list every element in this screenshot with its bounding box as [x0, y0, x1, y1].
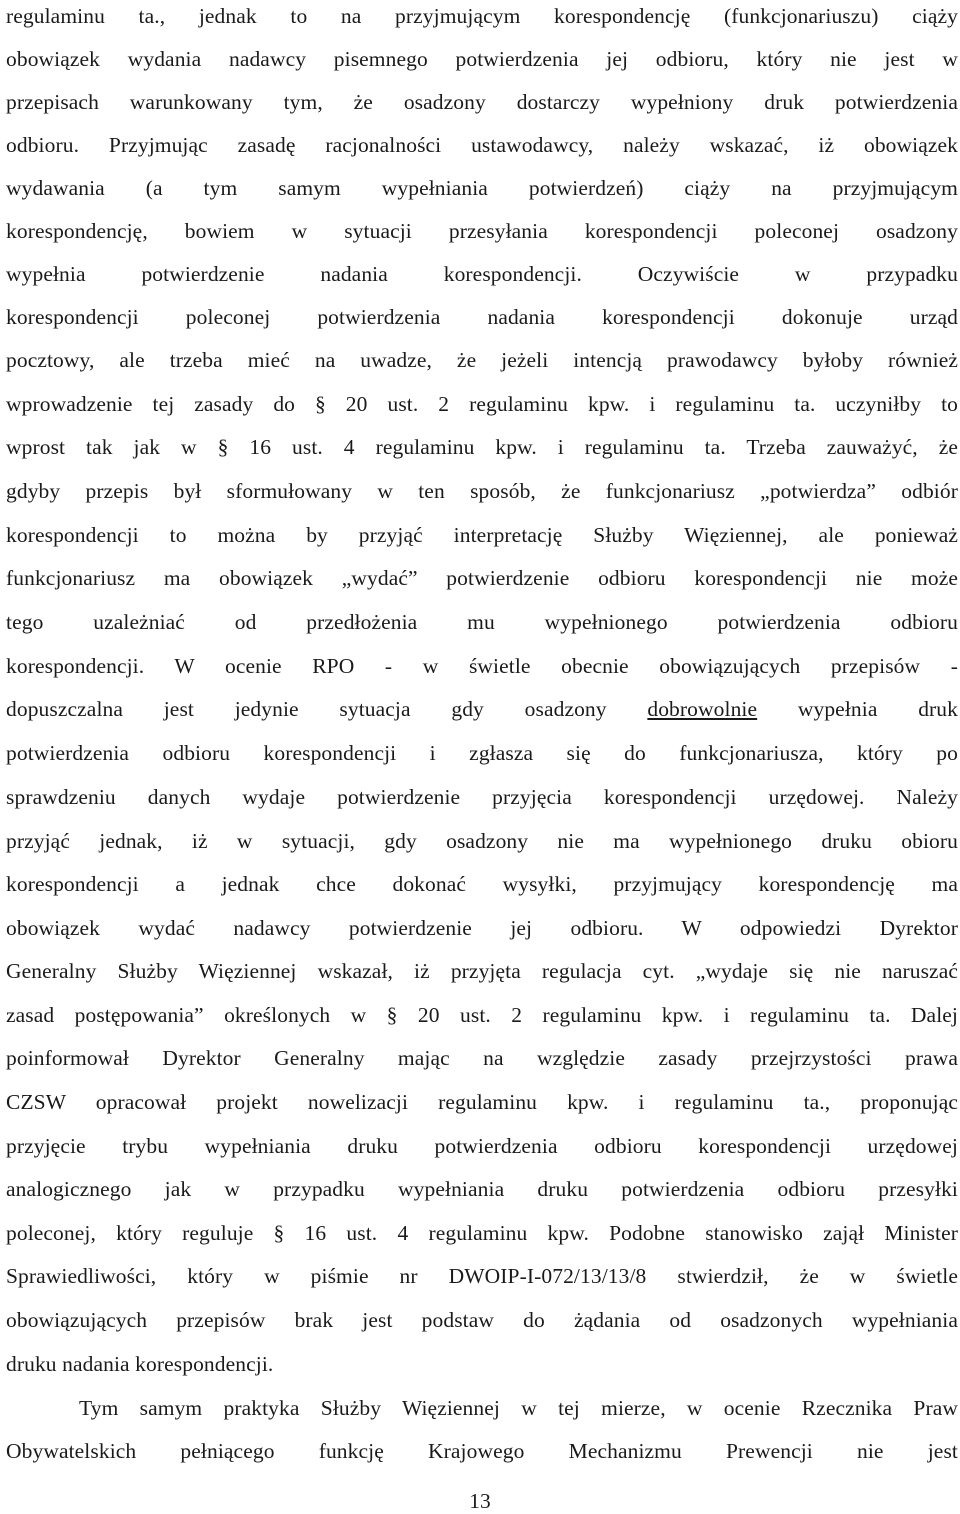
text-line: Generalny Służby Więziennej wskazał, iż przyjęta regulacja cyt. „wydaje się nie naruszać: [6, 959, 958, 983]
text-line: pocztowy, ale trzeba mieć na uwadze, że jeżeli intencją prawodawcy byłoby również: [6, 348, 958, 372]
text-line: wydawania (a tym samym wypełniania potwierdzeń) ciąży na przyjmującym: [6, 176, 958, 200]
text-line: obowiązek wydać nadawcy potwierdzenie jej odbioru. W odpowiedzi Dyrektor: [6, 916, 958, 940]
text-line: korespondencji poleconej potwierdzenia nadania korespondencji dokonuje urząd: [6, 305, 958, 329]
text-line: funkcjonariusz ma obowiązek „wydać” potwierdzenie odbioru korespondencji nie może: [6, 566, 958, 590]
text-line: Tym samym praktyka Służby Więziennej w tej mierze, w ocenie Rzecznika Praw: [79, 1396, 958, 1420]
text-line: potwierdzenia odbioru korespondencji i zgłasza się do funkcjonariusza, który po: [6, 741, 958, 765]
text-segment: dopuszczalna jest jedynie sytuacja gdy osadzony: [6, 697, 648, 721]
text-line: wprost tak jak w § 16 ust. 4 regulaminu kpw. i regulaminu ta. Trzeba zauważyć, że: [6, 435, 958, 459]
text-line: korespondencji to można by przyjąć interpretację Służby Więziennej, ale ponieważ: [6, 523, 958, 547]
text-line: poinformował Dyrektor Generalny mając na względzie zasady przejrzystości prawa: [6, 1046, 958, 1070]
text-line: obowiązujących przepisów brak jest podstaw do żądania od osadzonych wypełniania: [6, 1308, 958, 1332]
text-line: zasad postępowania” określonych w § 20 ust. 2 regulaminu kpw. i regulaminu ta. Dalej: [6, 1003, 958, 1027]
text-line: tego uzależniać od przedłożenia mu wypełnionego potwierdzenia odbioru: [6, 610, 958, 634]
text-line: CZSW opracował projekt nowelizacji regulaminu kpw. i regulaminu ta., proponując: [6, 1090, 958, 1114]
text-line: korespondencji. W ocenie RPO - w świetle obecnie obowiązujących przepisów -: [6, 654, 958, 678]
text-line: wypełnia potwierdzenie nadania korespondencji. Oczywiście w przypadku: [6, 262, 958, 286]
text-line: gdyby przepis był sformułowany w ten sposób, że funkcjonariusz „potwierdza” odbiór: [6, 479, 958, 503]
text-line: przyjąć jednak, iż w sytuacji, gdy osadzony nie ma wypełnionego druku obioru: [6, 829, 958, 853]
text-line: Sprawiedliwości, który w piśmie nr DWOIP-I-072/13/13/8 stwierdził, że w świetle: [6, 1264, 958, 1288]
text-line: analogicznego jak w przypadku wypełniania druku potwierdzenia odbioru przesyłki: [6, 1177, 958, 1201]
text-line: regulaminu ta., jednak to na przyjmującym korespondencję (funkcjonariuszu) ciąży: [6, 4, 958, 28]
text-line: obowiązek wydania nadawcy pisemnego potwierdzenia jej odbioru, który nie jest w: [6, 47, 958, 71]
text-line: sprawdzeniu danych wydaje potwierdzenie przyjęcia korespondencji urzędowej. Należy: [6, 785, 958, 809]
text-line: przyjęcie trybu wypełniania druku potwierdzenia odbioru korespondencji urzędowej: [6, 1134, 958, 1158]
text-line: korespondencję, bowiem w sytuacji przesyłania korespondencji poleconej osadzony: [6, 219, 958, 243]
text-line: [6, 695, 958, 723]
underlined-word: dobrowolnie: [647, 697, 758, 721]
text-line: poleconej, który reguluje § 16 ust. 4 regulaminu kpw. Podobne stanowisko zajął Minister: [6, 1221, 958, 1245]
text-line: korespondencji a jednak chce dokonać wysyłki, przyjmujący korespondencję ma: [6, 872, 958, 896]
text-line: druku nadania korespondencji.: [6, 1352, 274, 1376]
text-line: odbioru. Przyjmując zasadę racjonalności ustawodawcy, należy wskazać, iż obowiązek: [6, 133, 958, 157]
text-line: Obywatelskich pełniącego funkcję Krajowego Mechanizmu Prewencji nie jest: [6, 1439, 958, 1463]
text-line: przepisach warunkowany tym, że osadzony dostarczy wypełniony druk potwierdzenia: [6, 90, 958, 114]
text-segment: wypełnia druk: [757, 697, 958, 721]
page-number: 13: [469, 1489, 491, 1513]
text-line: wprowadzenie tej zasady do § 20 ust. 2 regulaminu kpw. i regulaminu ta. uczyniłby to: [6, 392, 958, 416]
